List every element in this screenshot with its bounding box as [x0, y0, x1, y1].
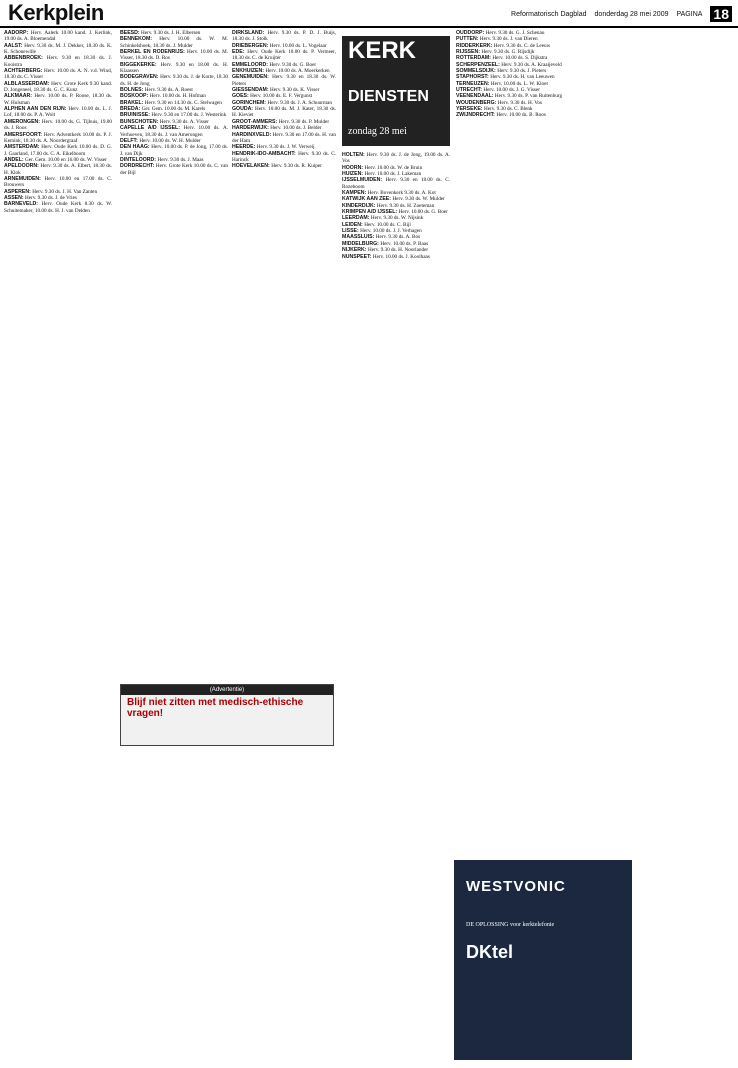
- place-name: BODEGRAVEN:: [120, 74, 161, 81]
- service-times: Herv. 9.30 ds. G. Boer: [269, 61, 317, 68]
- service-times: Herv. 10.00 ds. J. Lakeman: [364, 171, 422, 178]
- service-times: Herv. Grote Kerk 10.00 ds. C. van der Bijl: [120, 163, 228, 176]
- place-name: PUTTEN:: [456, 36, 480, 43]
- place-name: HOORN:: [342, 164, 365, 171]
- npv-advertisement: [120, 684, 334, 746]
- service-times: Herv. 9.30 en 14.30 ds. C. Stelwagen: [144, 99, 222, 106]
- place-name: MIDDELBURG:: [342, 240, 381, 247]
- place-name: EDE:: [232, 49, 248, 56]
- service-times: Herv. 10.00 ds. P. de Jong, 17.00 ds. J. van Dijk: [120, 144, 228, 157]
- service-times: Herv. 10.00 ds. E. F. Vergunst: [250, 93, 313, 100]
- church-listing: [120, 163, 228, 176]
- service-times: Herv. 9.30 ds. J. de Jong, 19.00 ds. A. Vos: [342, 152, 450, 165]
- service-times: Herv. 10.00 ds. L. Vogelaar: [269, 42, 327, 49]
- service-times: Herv. 10.00 ds. S. Dijkstra: [492, 55, 548, 62]
- service-times: Herv. 9.30 ds. A. Kraaijeveld: [501, 61, 562, 68]
- church-listing: [4, 119, 112, 132]
- place-name: HENDRIK-IDO-AMBACHT:: [232, 150, 299, 157]
- church-listing: [4, 201, 112, 214]
- service-times: Herv. 9.30 ds. P. D. J. Buijs, 18.30 ds. J. Stolk: [232, 30, 336, 43]
- service-times: Herv. 9.30 ds. J. van Dieren: [479, 36, 538, 43]
- service-times: Herv. 10.00 ds. L. W. Kloet: [490, 80, 548, 87]
- service-times: Herv. 9.30 ds. C. Blenk: [483, 106, 533, 113]
- place-name: RIJSSEN:: [456, 49, 482, 56]
- ad-headline: Blijf niet zitten met medisch-ethische vragen!: [127, 697, 304, 719]
- place-name: HEERDE:: [232, 144, 257, 151]
- listing-column-3: [232, 30, 336, 1060]
- service-times: Ger. Gem. 10.00 ds. M. Karels: [141, 106, 206, 113]
- service-times: Herv. Grote Kerk 9.30 kand. D. Jongeneel, 18.30 ds. G. C. Kunz: [4, 80, 112, 94]
- place-name: HOLTEN:: [342, 152, 367, 158]
- church-listing: [232, 30, 336, 43]
- place-name: BERKEL EN RODENRIJS:: [120, 49, 188, 56]
- service-times: Herv. 10.00 ds. M. Visser, 18.30 ds. D. Ros: [120, 49, 228, 62]
- place-name: HARDINXVELD:: [232, 131, 273, 138]
- ad-label: (Advertentie): [121, 685, 333, 695]
- place-name: STAPHORST:: [456, 74, 491, 81]
- service-times: Herv. 9.30 ds. R. Kuiper: [271, 163, 322, 170]
- header-meta: [511, 6, 732, 22]
- church-listing: [120, 144, 228, 157]
- place-name: BARNEVELD:: [4, 201, 42, 208]
- service-times: Herv. Aalerk 10.00 kand. J. Kerlink, 19.00 ds. A. Bloemendal: [4, 30, 112, 43]
- place-name: DIRKSLAND:: [232, 30, 268, 36]
- place-name: GOUDA:: [232, 106, 255, 113]
- place-name: BOSKOOP:: [120, 93, 150, 100]
- place-name: BRUINISSE:: [120, 112, 152, 119]
- service-times: Herv. 9.30 ds. J. W. Verweij: [256, 144, 315, 151]
- place-name: LEIDEN:: [342, 221, 365, 228]
- service-times: Herv. 10.00 ds. P. Baas: [380, 240, 429, 247]
- newspaper-name: Reformatorisch Dagblad: [511, 10, 587, 18]
- service-times: Herv. 9.30 ds. A. Roest: [144, 87, 193, 94]
- service-times: Herv. 9.30 ds. A. Bos: [375, 234, 421, 241]
- service-times: Herv. 9.30 ds. J. H. Elbersen: [141, 30, 201, 36]
- place-name: KATWIJK AAN ZEE:: [342, 196, 393, 203]
- service-times: Herv. 9.30 en 17.00 ds. J. Westerink: [151, 112, 227, 119]
- service-times: Herv. 10.00 ds. W. H. Mulder: [139, 137, 201, 144]
- logo-date: zondag 28 mei: [348, 126, 407, 137]
- place-name: YERSEKE:: [456, 106, 484, 113]
- place-name: GENEMUIDEN:: [232, 74, 273, 81]
- church-listing: [342, 177, 450, 190]
- place-name: RIDDERKERK:: [456, 42, 494, 49]
- place-name: BEESD:: [120, 30, 142, 36]
- service-times: Herv. 10.00 ds. G. Tijhuis, 19.00 ds. J. Roos: [4, 118, 112, 132]
- place-name: AALST:: [4, 42, 25, 49]
- church-listing: [120, 36, 228, 49]
- service-times: Herv. 10.00 ds. A. Verhoeven, 18.30 ds. J. van Amerongen: [120, 125, 228, 138]
- church-listing: [4, 132, 112, 145]
- service-times: Herv. 9.30 en 18.00 ds. H. Klaassen: [120, 61, 228, 75]
- church-listing: [4, 144, 112, 157]
- service-times: Herv. 9.30 ds. G. J. Schenau: [485, 30, 545, 36]
- service-times: Herv. 9.30 ds. P. Mulder: [278, 118, 330, 125]
- place-name: BENNEKOM:: [120, 36, 160, 43]
- place-name: SOMMELSDIJK:: [456, 68, 498, 75]
- service-times: Herv. Adventkerk 10.00 ds. P. J. Kemink, 18.30 ds. A. Noordergraaf: [4, 131, 112, 144]
- place-name: DEN HAAG:: [120, 144, 152, 151]
- service-times: Herv. 10.00 ds. A. N. v.d. Wind, 18.30 ds. C. Visser: [4, 68, 112, 81]
- place-name: EMMELOORD:: [232, 61, 270, 68]
- service-times: Ger. Gem. 10.00 en 16.00 ds. W. Visser: [25, 156, 107, 163]
- service-times: Herv. 10.00 ds. L. J. Lof, 18.00 ds. P. A. Wolt: [4, 106, 112, 119]
- listing-column-1: [4, 30, 112, 1060]
- service-times: Herv. 10.00 ds. J. Koolhaas: [372, 253, 430, 260]
- service-times: Herv. 9.30 ds. J. de Korte, 18.30 ds. H. de Jong: [120, 74, 228, 87]
- place-name: ABBENBROEK:: [4, 55, 47, 62]
- church-listing: [4, 93, 112, 106]
- service-times: Herv. 10.00 ds. G. Boer: [398, 209, 448, 216]
- church-listing: [120, 125, 228, 138]
- place-name: AMERONGEN:: [4, 118, 42, 125]
- church-listing: [342, 152, 450, 165]
- service-times: Herv. 9.30 ds. J. Pieters: [497, 68, 547, 75]
- place-name: ASSEN:: [4, 194, 26, 201]
- church-listing: [456, 112, 630, 118]
- place-name: ANDEL:: [4, 156, 26, 163]
- place-name: KAMPEN:: [342, 190, 368, 197]
- dktel-advertisement: [454, 860, 632, 1060]
- service-times: Herv. 9.30 ds. J. H. Van Zanten: [32, 188, 98, 195]
- service-times: Herv. 10.00 ds. W. de Bruin: [364, 164, 423, 171]
- church-listing: [4, 163, 112, 176]
- service-times: Herv. 9.30 ds. M. J. Dekker, 18.30 ds. K. K. Schonewille: [4, 42, 112, 56]
- page-label: PAGINA: [676, 10, 703, 18]
- page-title: Kerkplein: [8, 0, 104, 25]
- church-listing: [4, 176, 112, 189]
- service-times: Herv. 10.00 ds. C. Bijl: [364, 221, 411, 228]
- service-times: Herv. 10.00 ds. W. M. Schinkelshoek, 18.30 ds. J. Mulder: [120, 36, 228, 49]
- place-name: HOEVELAKEN:: [232, 163, 272, 170]
- service-times: Herv. 10.00 ds. J. Belder: [270, 125, 322, 132]
- place-name: IJSSELMUIDEN:: [342, 177, 386, 184]
- place-name: ASPEREN:: [4, 188, 33, 195]
- service-times: Herv. 10.00 ds. B. Roos: [496, 112, 546, 119]
- place-name: ALKMAAR:: [4, 93, 35, 100]
- church-listing: [4, 81, 112, 94]
- service-times: Herv. 9.30 ds. H. Zoeteman: [376, 202, 435, 209]
- place-name: GROOT-AMMERS:: [232, 118, 279, 125]
- place-name: DELFT:: [120, 137, 140, 144]
- place-name: BUNSCHOTEN:: [120, 118, 160, 125]
- place-name: SCHERPENZEEL:: [456, 61, 502, 68]
- place-name: UTRECHT:: [456, 87, 484, 94]
- place-name: LEERDAM:: [342, 215, 371, 222]
- church-listing: [232, 132, 336, 145]
- service-times: Herv. Oude Kerk 10.00 ds. P. Vermeer, 18.30 ds. C. de Kruijter: [232, 49, 336, 62]
- service-times: Herv. 9.30 ds. W. Mulder: [392, 196, 445, 203]
- page-header: [0, 0, 738, 28]
- service-times: Herv. 9.30 en 18.30 ds. W. Pieters: [232, 74, 336, 87]
- church-listing: [232, 49, 336, 62]
- service-times: Herv. 9.30 ds. J. Maas: [157, 156, 204, 163]
- church-listing: [4, 30, 112, 43]
- church-listing: [232, 151, 336, 164]
- place-name: ZWIJNDRECHT:: [456, 112, 497, 119]
- ad-tagline: DE OPLOSSING voor kerktelefonie: [466, 922, 555, 928]
- church-listing: [232, 106, 336, 119]
- service-times: Herv. 10.00 ds. H. Hofman: [149, 93, 206, 100]
- place-name: GOES:: [232, 93, 251, 100]
- place-name: KRIMPEN A/D IJSSEL:: [342, 209, 399, 216]
- place-name: ALPHEN AAN DEN RIJN:: [4, 106, 69, 113]
- service-times: Herv. 9.30 ds. C. Harinck: [232, 150, 336, 163]
- service-times: Herv. 9.30 en 17.00 ds. H. van der Ham: [232, 131, 336, 144]
- place-name: CAPELLE A/D IJSSEL:: [120, 125, 184, 132]
- church-listing: [4, 106, 112, 119]
- church-listing: [4, 68, 112, 81]
- place-name: AMERSFOORT:: [4, 131, 44, 138]
- place-name: NIJKERK:: [342, 247, 368, 254]
- church-listing: [120, 74, 228, 87]
- place-name: OUDDORP:: [456, 30, 486, 36]
- place-name: APELDOORN:: [4, 163, 41, 170]
- place-name: DINTELOORD:: [120, 156, 158, 163]
- church-listing: [4, 55, 112, 68]
- place-name: MAASSLUIS:: [342, 234, 376, 241]
- place-name: HUIZEN:: [342, 171, 365, 178]
- service-times: Herv. 9.30 ds. A. Visser: [159, 118, 209, 125]
- service-times: Herv. Oude Kerk 8.30 ds. W. Schuitemaker, 10.00 ds. H. J. van Delden: [4, 201, 112, 214]
- service-times: Herv. Bovenkerk 9.30 ds. A. Kot: [367, 190, 436, 197]
- place-name: BRAKEL:: [120, 99, 145, 106]
- service-times: Herv. 9.30 ds. A. Elbert, 18.30 ds. H. Klok: [4, 163, 112, 176]
- place-name: ROTTERDAM:: [456, 55, 493, 62]
- place-name: HARDERWIJK:: [232, 125, 271, 132]
- service-times: Herv. 9.30 ds. H. Noorlander: [367, 247, 429, 254]
- church-listing: [120, 62, 228, 75]
- service-times: Herv. 9.30 ds. J. de Vries: [25, 194, 77, 201]
- place-name: BREDA:: [120, 106, 142, 113]
- ad-product: DKtel: [466, 942, 514, 962]
- service-times: Herv. 10.00 ds. P. Roose, 18.30 ds. W. Hulsman: [4, 93, 112, 106]
- place-name: AMSTERDAM:: [4, 144, 42, 151]
- service-times: Herv. 9.30 en 18.00 ds. C. Rozeboom: [342, 177, 450, 190]
- place-name: LISSE:: [342, 228, 361, 235]
- place-name: ACHTERBERG:: [4, 68, 45, 75]
- logo-line1: KERK: [348, 37, 417, 64]
- church-listing: [232, 163, 336, 169]
- service-times: Herv. 9.30 ds. W. Nijsink: [370, 215, 424, 222]
- service-times: Herv. 9.30 en 18.30 ds. J. Kooistra: [4, 55, 112, 68]
- service-times: Herv. 9.30 ds. J. A. Schuurman: [267, 99, 332, 106]
- place-name: BIGGEKERKE:: [120, 61, 161, 68]
- service-times: Herv. 9.30 ds. C. de Leeuw: [493, 42, 551, 49]
- place-name: DORDRECHT:: [120, 163, 156, 170]
- logo-line2: DIENSTEN: [348, 88, 429, 105]
- kerkdiensten-logo: [342, 36, 450, 146]
- place-name: GIESSENDAM:: [232, 87, 271, 94]
- listing-column-2: [120, 30, 228, 680]
- place-name: DRIEBERGEN:: [232, 42, 270, 49]
- place-name: AADORP:: [4, 30, 31, 36]
- service-times: Herv. 9.30 ds. H. Vos: [497, 99, 542, 106]
- service-times: Herv. Oude Kerk 10.00 ds. D. G. J. Gaarland, 17.00 ds. C. A. Eikelboom: [4, 144, 112, 157]
- place-name: VEENENDAAL:: [456, 93, 495, 100]
- service-times: Herv. 10.00 en 17.00 ds. C. Brouwers: [4, 175, 112, 189]
- page-number: 18: [710, 6, 732, 22]
- place-name: ARNEMUIDEN:: [4, 175, 45, 182]
- place-name: TERNEUZEN:: [456, 80, 491, 87]
- place-name: GORINCHEM:: [232, 99, 268, 106]
- service-times: Herv. 9.30 ds. G. Rijsdijk: [481, 49, 535, 56]
- ad-brand: WESTVONIC: [466, 878, 566, 895]
- place-name: KINDERDIJK:: [342, 202, 377, 209]
- place-name: ENKHUIZEN:: [232, 68, 266, 75]
- church-listing: [4, 43, 112, 56]
- service-times: Herv. 9.30 ds. P. van Ruitenburg: [494, 93, 563, 100]
- service-times: Herv. 10.00 ds. J. J. Verhagen: [360, 228, 422, 235]
- place-name: WOUDENBERG:: [456, 99, 498, 106]
- listing-column-4: [342, 152, 450, 1058]
- church-listing: [342, 254, 450, 260]
- service-times: Herv. 10.00 ds. J. G. Visser: [483, 87, 540, 94]
- service-times: Herv. 10.00 ds. A. Moerkerken: [265, 68, 330, 75]
- church-listing: [232, 74, 336, 87]
- church-listing: [120, 49, 228, 62]
- service-times: Herv. 9.30 ds. H. van Leeuwen: [490, 74, 555, 81]
- listing-column-5: [456, 30, 630, 850]
- issue-date: donderdag 28 mei 2009: [594, 10, 669, 18]
- service-times: Herv. 9.30 ds. K. Visser: [270, 87, 320, 94]
- place-name: BOLNES:: [120, 87, 145, 94]
- service-times: Herv. 10.00 ds. M. J. Kater, 18.30 ds. H. Kieviet: [232, 106, 336, 119]
- place-name: ALBLASSERDAM:: [4, 80, 52, 87]
- place-name: NUNSPEET:: [342, 253, 373, 260]
